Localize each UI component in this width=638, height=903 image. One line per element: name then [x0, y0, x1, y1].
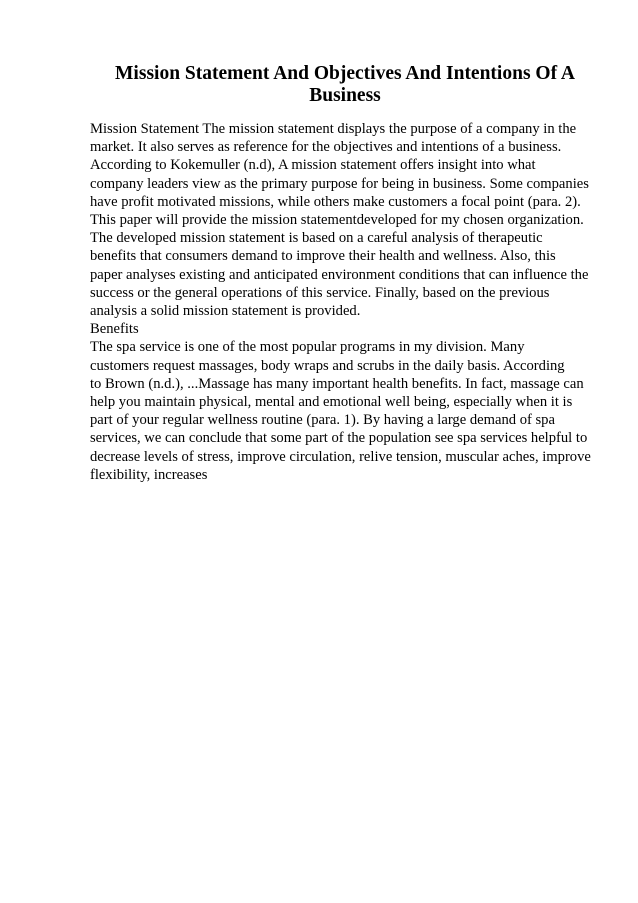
body-line: According to Kokemuller (n.d), A mission statement offers insight into what [90, 157, 536, 174]
body-line: decrease levels of stress, improve circulation, relive tension, muscular aches, improve [90, 448, 591, 465]
body-line: Mission Statement The mission statement displays the purpose of a company in the [90, 121, 577, 137]
body-line: benefits that consumers demand to improve their health and wellness. Also, this [90, 248, 556, 265]
body-line: company leaders view as the primary purpose for being in business. Some companies [90, 175, 589, 192]
body-line: This paper will provide the mission statementdeveloped for my chosen organization. [90, 212, 584, 229]
section-heading-benefits: Benefits [90, 321, 139, 338]
body-line: The spa service is one of the most popular programs in my division. Many [90, 339, 525, 356]
body-line: part of your regular wellness routine (para. 1). By having a large demand of spa [90, 412, 555, 429]
body-line: flexibility, increases [90, 466, 208, 483]
body-line: help you maintain physical, mental and emotional well being, especially when it is [90, 394, 573, 411]
document-title [90, 63, 600, 107]
body-line: analysis a solid mission statement is provided. [90, 303, 361, 320]
document-body [90, 120, 610, 484]
body-line: paper analyses existing and anticipated environment conditions that can influence the [90, 266, 589, 283]
body-line: success or the general operations of this service. Finally, based on the previous [90, 284, 550, 301]
body-line: have profit motivated missions, while others make customers a focal point (para. 2). [90, 193, 581, 210]
body-line: customers request massages, body wraps and scrubs in the daily basis. According [90, 357, 565, 374]
body-line: The developed mission statement is based on a careful analysis of therapeutic [90, 230, 543, 247]
body-line: market. It also serves as reference for the objectives and intentions of a business. [90, 139, 562, 156]
body-line: to Brown (n.d.), ...Massage has many important health benefits. In fact, massage can [90, 375, 584, 392]
body-line: services, we can conclude that some part of the population see spa services helpful to [90, 430, 588, 447]
title-line: Business [309, 85, 381, 106]
title-line: Mission Statement And Objectives And Intentions Of A [115, 63, 575, 84]
